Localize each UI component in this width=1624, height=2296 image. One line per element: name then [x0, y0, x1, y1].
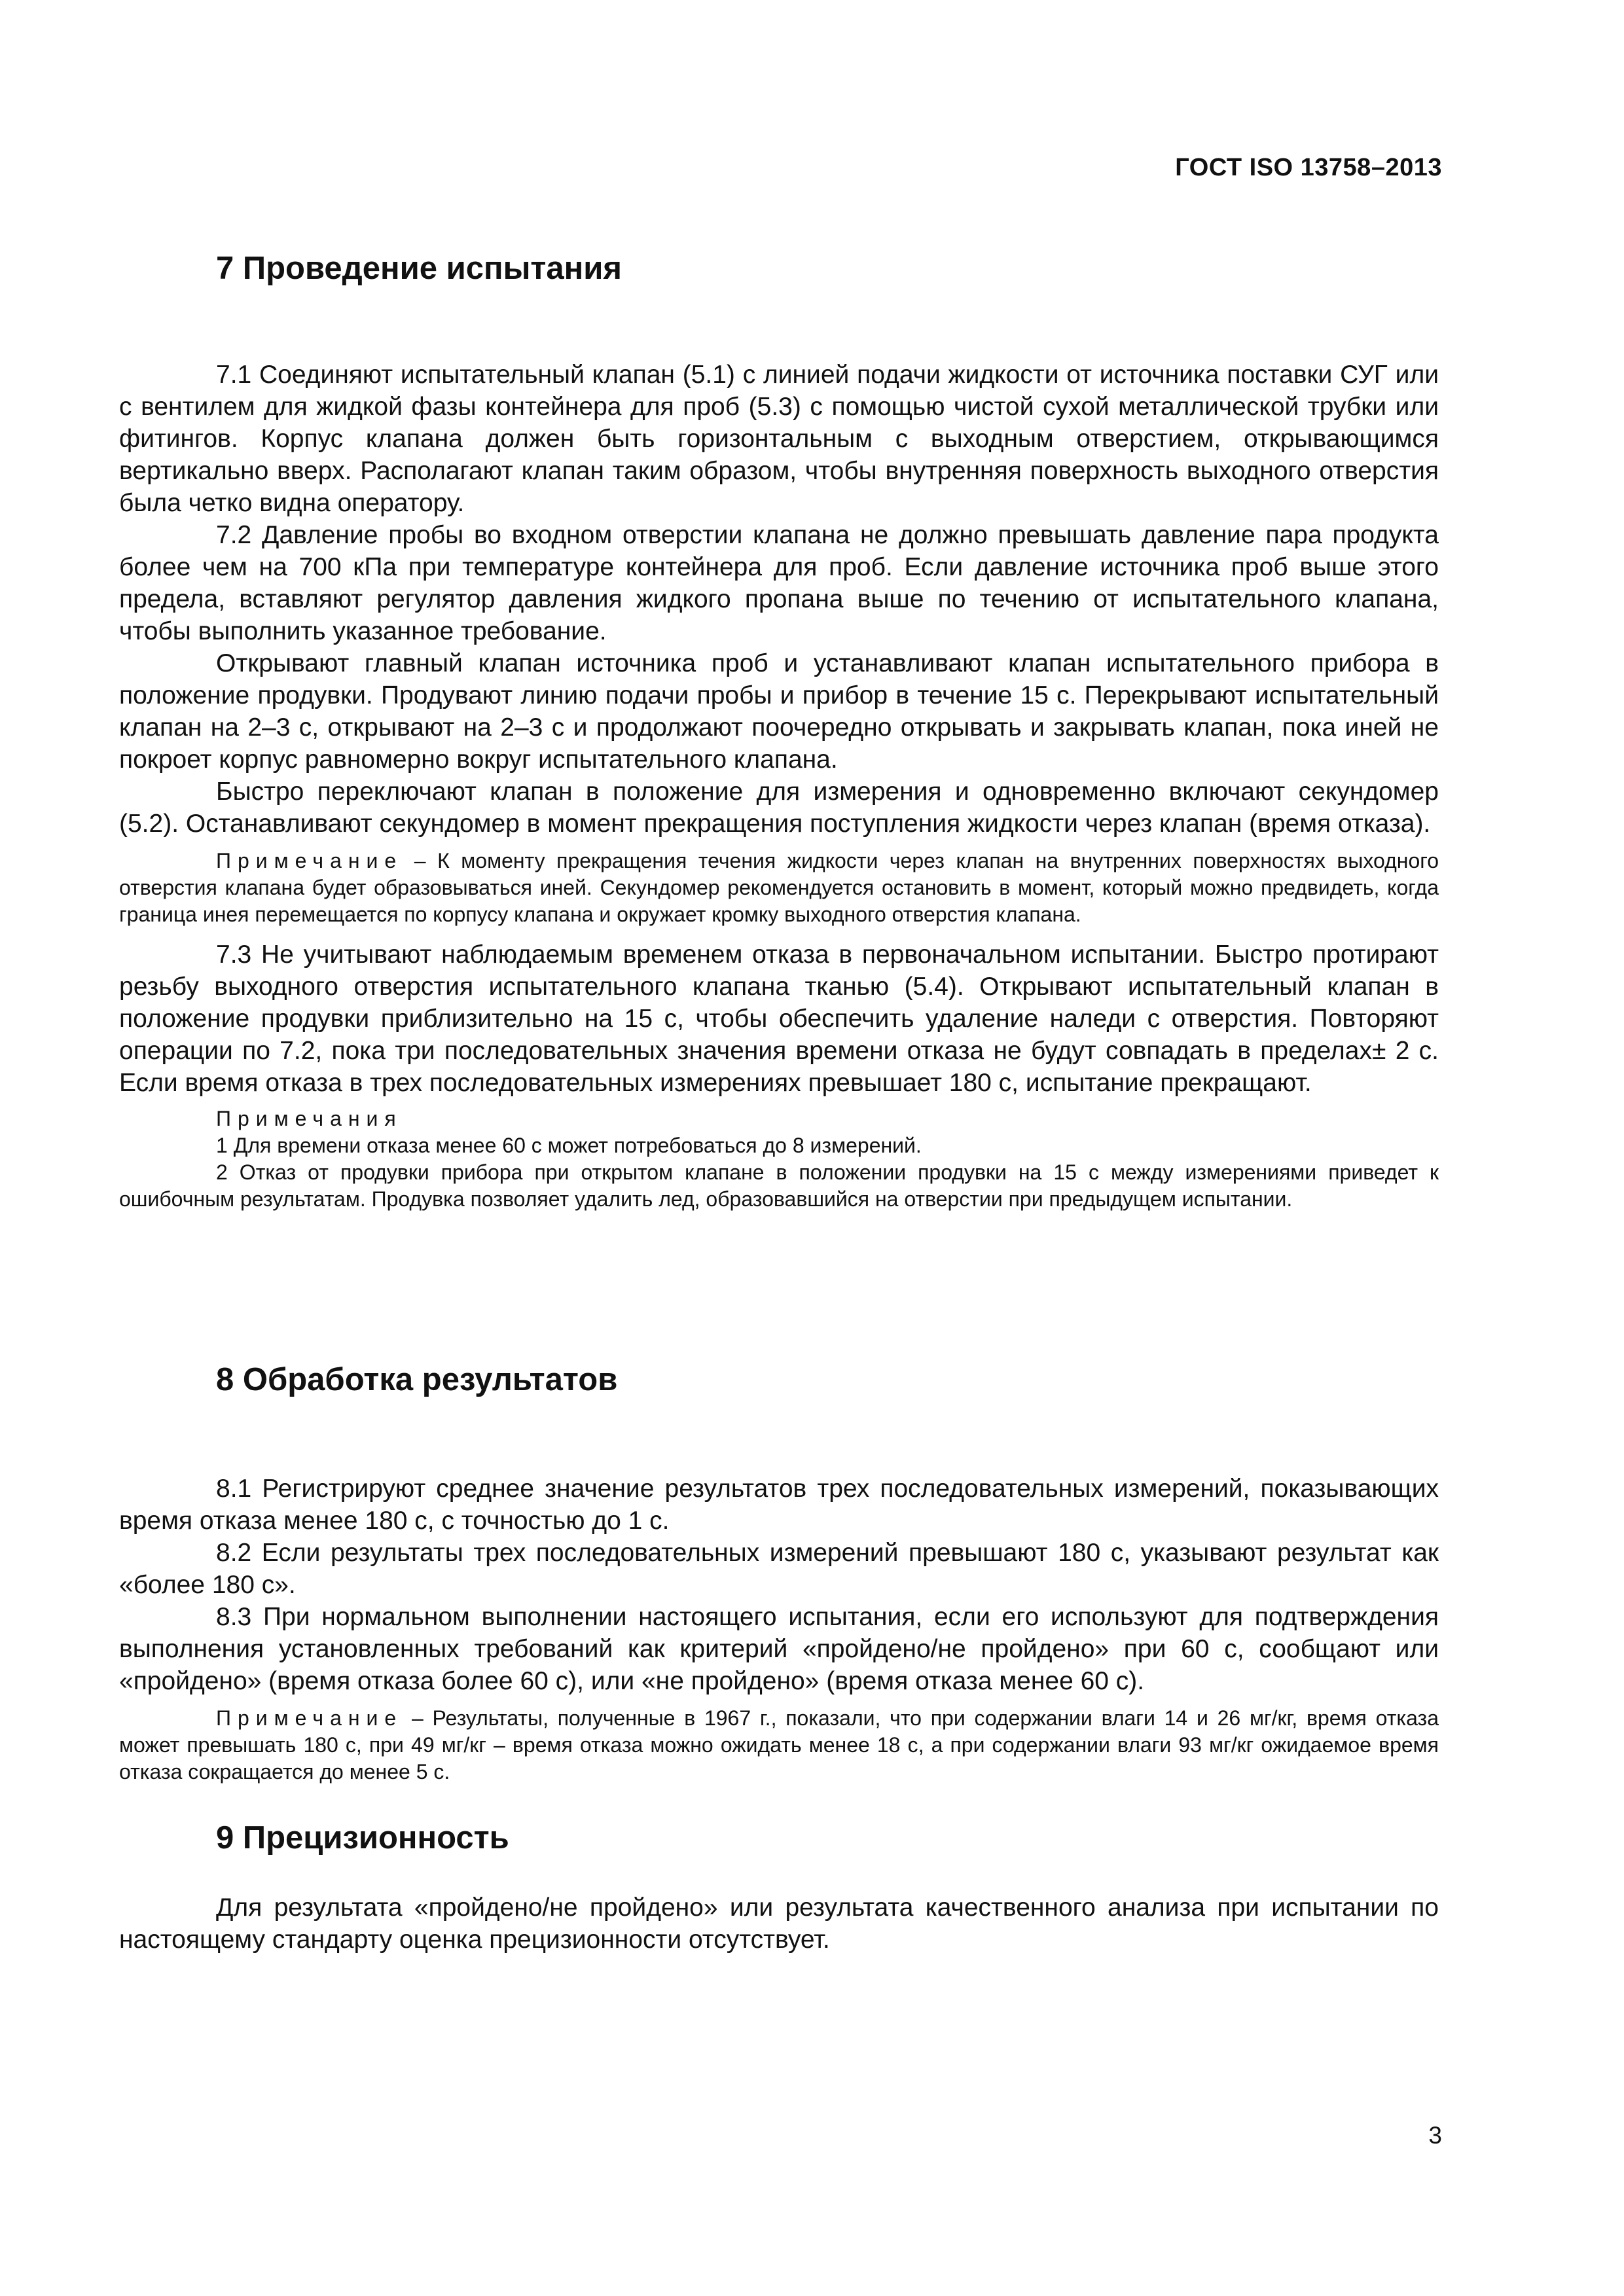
note-7-3-item-2: 2 Отказ от продувки прибора при открытом клапане в положении продувки на 15 с между измерениями приведет к ошибочным результатам. Продувка позволяет удалить лед, образовавшийся на отверстии при предыдущем испытании.: [119, 1160, 1439, 1211]
paragraph-7-2-measure: Быстро переключают клапан в положение для измерения и одновременно включают секундомер (5.2). Останавливают секундомер в момент прекращения поступления жидкости через клапан (время отказа).: [119, 778, 1439, 838]
note-label: Примечание: [216, 1706, 403, 1730]
section-7-title: 7 Проведение испытания: [216, 251, 622, 286]
note-7-2: [119, 848, 1439, 928]
paragraph-8-2: 8.2 Если результаты трех последовательных измерений превышают 180 с, указывают результат как «более 180 с».: [119, 1539, 1439, 1599]
section-7-body: [119, 359, 1439, 1213]
paragraph-8-3: 8.3 При нормальном выполнении настоящего испытания, если его используют для подтверждения выполнения установленных требований как критерий «пройдено/не пройдено» при 60 с, сообщают или «пройдено» (время отказа более 60 с), или «не пройдено» (время отказа менее 60 с).: [119, 1603, 1439, 1695]
paragraph-7-3: 7.3 Не учитывают наблюдаемым временем отказа в первоначальном испытании. Быстро протирают резьбу выходного отверстия испытательного клапана тканью (5.4). Открывают испытательный клапан в положение продувки приблизительно на 15 с, чтобы обеспечить удаление наледи с отверстия. Повторяют операции по 7.2, пока три последовательных значения времени отказа не будут совпадать в пределах± 2 с. Если время отказа в трех последовательных измерениях превышает 180 с, испытание прекращают.: [119, 941, 1439, 1097]
note-text: – Результаты, полученные в 1967 г., показали, что при содержании влаги 14 и 26 мг/кг, время отказа может превышать 180 с, при 49 мг/кг – время отказа можно ожидать менее 18 с, а при содержании влаги 93 мг/кг ожидаемое время отказа сокращается до менее 5 с.: [119, 1706, 1439, 1784]
note-label: Примечание: [216, 849, 403, 872]
notes-7-3-label: Примечания: [216, 1107, 403, 1130]
section-9-title: 9 Прецизионность: [216, 1820, 509, 1856]
paragraph-8-1: 8.1 Регистрируют среднее значение результатов трех последовательных измерений, показывающих время отказа менее 180 с, с точностью до 1 с.: [119, 1475, 1439, 1535]
page-number: 3: [1428, 2122, 1442, 2149]
note-7-3-item-1: 1 Для времени отказа менее 60 с может потребоваться до 8 измерений.: [216, 1134, 922, 1157]
section-8-title: 8 Обработка результатов: [216, 1362, 618, 1397]
section-9-body: [119, 1892, 1439, 1956]
paragraph-7-1: 7.1 Соединяют испытательный клапан (5.1) с линией подачи жидкости от источника поставки СУГ или с вентилем для жидкой фазы контейнера для проб (5.3) с помощью чистой сухой металлической трубки или фитингов. Корпус клапана должен быть горизонтальным с выходным отверстием, открывающимся вертикально вверх. Располагают клапан таким образом, чтобы внутренняя поверхность выходного отверстия была четко видна оператору.: [119, 361, 1439, 517]
section-8-body: [119, 1473, 1439, 1785]
paragraph-7-2-purge: Открывают главный клапан источника проб и устанавливают клапан испытательного прибора в положение продувки. Продувают линию подачи пробы и прибор в течение 15 с. Перекрывают испытательный клапан на 2–3 с, открывают на 2–3 с и продолжают поочередно открывать и закрывать клапан, пока иней не покроет корпус равномерно вокруг испытательного клапана.: [119, 649, 1439, 774]
paragraph-9: Для результата «пройдено/не пройдено» или результата качественного анализа при испытании по настоящему стандарту оценка прецизионности отсутствует.: [119, 1893, 1439, 1954]
note-text: – К моменту прекращения течения жидкости через клапан на внутренних поверхностях выходного отверстия клапана будет образовываться иней. Секундомер рекомендуется остановить в момент, который можно предвидеть, когда граница инея перемещается по корпусу клапана и окружает кромку выходного отверстия клапана.: [119, 849, 1439, 926]
note-8-3: [119, 1705, 1439, 1785]
paragraph-7-2: 7.2 Давление пробы во входном отверстии клапана не должно превышать давление пара продукта более чем на 700 кПа при температуре контейнера для проб. Если давление источника проб выше этого предела, вставляют регулятор давления жидкого пропана выше по течению от испытательного клапана, чтобы выполнить указанное требование.: [119, 521, 1439, 645]
document-code: ГОСТ ISO 13758–2013: [1175, 154, 1442, 181]
